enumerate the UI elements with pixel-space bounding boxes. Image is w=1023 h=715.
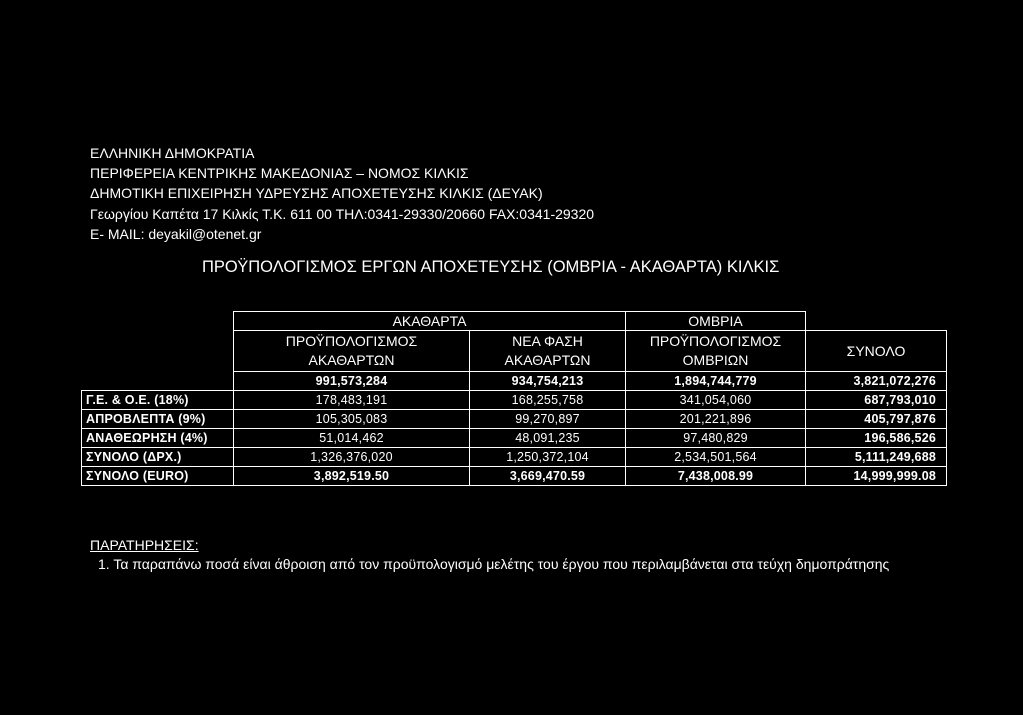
group-header-ombria: ΟΜΒΡΙΑ xyxy=(626,312,806,331)
column-header-line: ΠΡΟΫΠΟΛΟΓΙΣΜΟΣ xyxy=(285,333,418,349)
cell-budget-ombria: 201,221,896 xyxy=(626,410,806,429)
blank-header-cell xyxy=(82,312,234,331)
letterhead-country: ΕΛΛΗΝΙΚΗ ΔΗΜΟΚΡΑΤΙΑ xyxy=(90,145,255,161)
cell-budget-ombria: 97,480,829 xyxy=(626,429,806,448)
group-header-akatharta: ΑΚΑΘΑΡΤΑ xyxy=(234,312,626,331)
column-header-line: ΝΕΑ ΦΑΣΗ xyxy=(512,333,583,349)
cell-budget-akatharta: 51,014,462 xyxy=(234,429,470,448)
group-header-row xyxy=(82,312,947,331)
letterhead-address: Γεωργίου Καπέτα 17 Κιλκίς Τ.Κ. 611 00 ΤΗΛ:0341-29330/20660 FAX:0341-29320 xyxy=(90,205,595,222)
cell-new-phase: 934,754,213 xyxy=(470,372,626,391)
cell-budget-akatharta: 991,573,284 xyxy=(234,372,470,391)
table-row-total-drx xyxy=(82,448,947,467)
column-header-line: ΑΚΑΘΑΡΤΩΝ xyxy=(308,352,395,368)
document-title: ΠΡΟΫΠΟΛΟΓΙΣΜΟΣ ΕΡΓΩΝ ΑΠΟΧΕΤΕΥΣΗΣ (ΟΜΒΡΙΑ - ΑΚΑΘΑΡΤΑ) ΚΙΛΚΙΣ xyxy=(202,258,780,276)
column-header-new-phase xyxy=(470,331,626,372)
cell-budget-ombria: 341,054,060 xyxy=(626,391,806,410)
notes-item: 1. Τα παραπάνω ποσά είναι άθροιση από τον προϋπολογισμό μελέτης του έργου που περιλαμβάνεται στα τεύχη δημοπράτησης xyxy=(98,556,890,572)
table-row-ge-oe xyxy=(82,391,947,410)
row-label: ΑΠΡΟΒΛΕΠΤΑ (9%) xyxy=(82,410,234,429)
cell-new-phase: 168,255,758 xyxy=(470,391,626,410)
notes-section xyxy=(90,536,889,574)
blank-header-cell xyxy=(806,312,947,331)
cell-budget-akatharta: 178,483,191 xyxy=(234,391,470,410)
cell-new-phase: 3,669,470.59 xyxy=(470,467,626,486)
table-row-subtotal xyxy=(82,372,947,391)
column-header-row xyxy=(82,331,947,372)
cell-budget-ombria: 2,534,501,564 xyxy=(626,448,806,467)
cell-new-phase: 48,091,235 xyxy=(470,429,626,448)
cell-new-phase: 1,250,372,104 xyxy=(470,448,626,467)
letterhead xyxy=(90,143,594,244)
row-label: ΣΥΝΟΛΟ (ΔΡΧ.) xyxy=(82,448,234,467)
cell-budget-ombria: 7,438,008.99 xyxy=(626,467,806,486)
cell-budget-akatharta: 3,892,519.50 xyxy=(234,467,470,486)
table-row-total-euro xyxy=(82,467,947,486)
letterhead-organization: ΔΗΜΟΤΙΚΗ ΕΠΙΧΕΙΡΗΣΗ ΥΔΡΕΥΣΗΣ ΑΠΟΧΕΤΕΥΣΗΣ ΚΙΛΚΙΣ (ΔΕΥΑΚ) xyxy=(90,185,543,202)
column-header-total: ΣΥΝΟΛΟ xyxy=(806,331,947,372)
cell-budget-ombria: 1,894,744,779 xyxy=(626,372,806,391)
cell-total: 405,797,876 xyxy=(806,410,947,429)
cell-total: 14,999,999.08 xyxy=(806,467,947,486)
row-label: ΑΝΑΘΕΩΡΗΣΗ (4%) xyxy=(82,429,234,448)
row-label: ΣΥΝΟΛΟ (EURO) xyxy=(82,467,234,486)
budget-table xyxy=(81,311,947,486)
cell-total: 196,586,526 xyxy=(806,429,947,448)
column-header-budget-akatharta xyxy=(234,331,470,372)
cell-total: 3,821,072,276 xyxy=(806,372,947,391)
blank-header-cell xyxy=(82,331,234,372)
cell-budget-akatharta: 105,305,083 xyxy=(234,410,470,429)
letterhead-region: ΠΕΡΙΦΕΡΕΙΑ ΚΕΝΤΡΙΚΗΣ ΜΑΚΕΔΟΝΙΑΣ – ΝΟΜΟΣ ΚΙΛΚΙΣ xyxy=(90,165,469,182)
letterhead-email: E- MAIL: deyakil@otenet.gr xyxy=(90,225,262,242)
table-row-revision xyxy=(82,429,947,448)
row-label: Γ.Ε. & Ο.Ε. (18%) xyxy=(82,391,234,410)
table-row-unforeseen xyxy=(82,410,947,429)
cell-total: 5,111,249,688 xyxy=(806,448,947,467)
notes-title: ΠΑΡΑΤΗΡΗΣΕΙΣ: xyxy=(90,537,199,553)
cell-budget-akatharta: 1,326,376,020 xyxy=(234,448,470,467)
column-header-line: ΠΡΟΫΠΟΛΟΓΙΣΜΟΣ xyxy=(649,333,782,349)
cell-total: 687,793,010 xyxy=(806,391,947,410)
cell-new-phase: 99,270,897 xyxy=(470,410,626,429)
column-header-line: ΟΜΒΡΙΩΝ xyxy=(682,352,749,368)
column-header-budget-ombria xyxy=(626,331,806,372)
row-label xyxy=(82,372,234,391)
column-header-line: ΑΚΑΘΑΡΤΩΝ xyxy=(504,352,591,368)
